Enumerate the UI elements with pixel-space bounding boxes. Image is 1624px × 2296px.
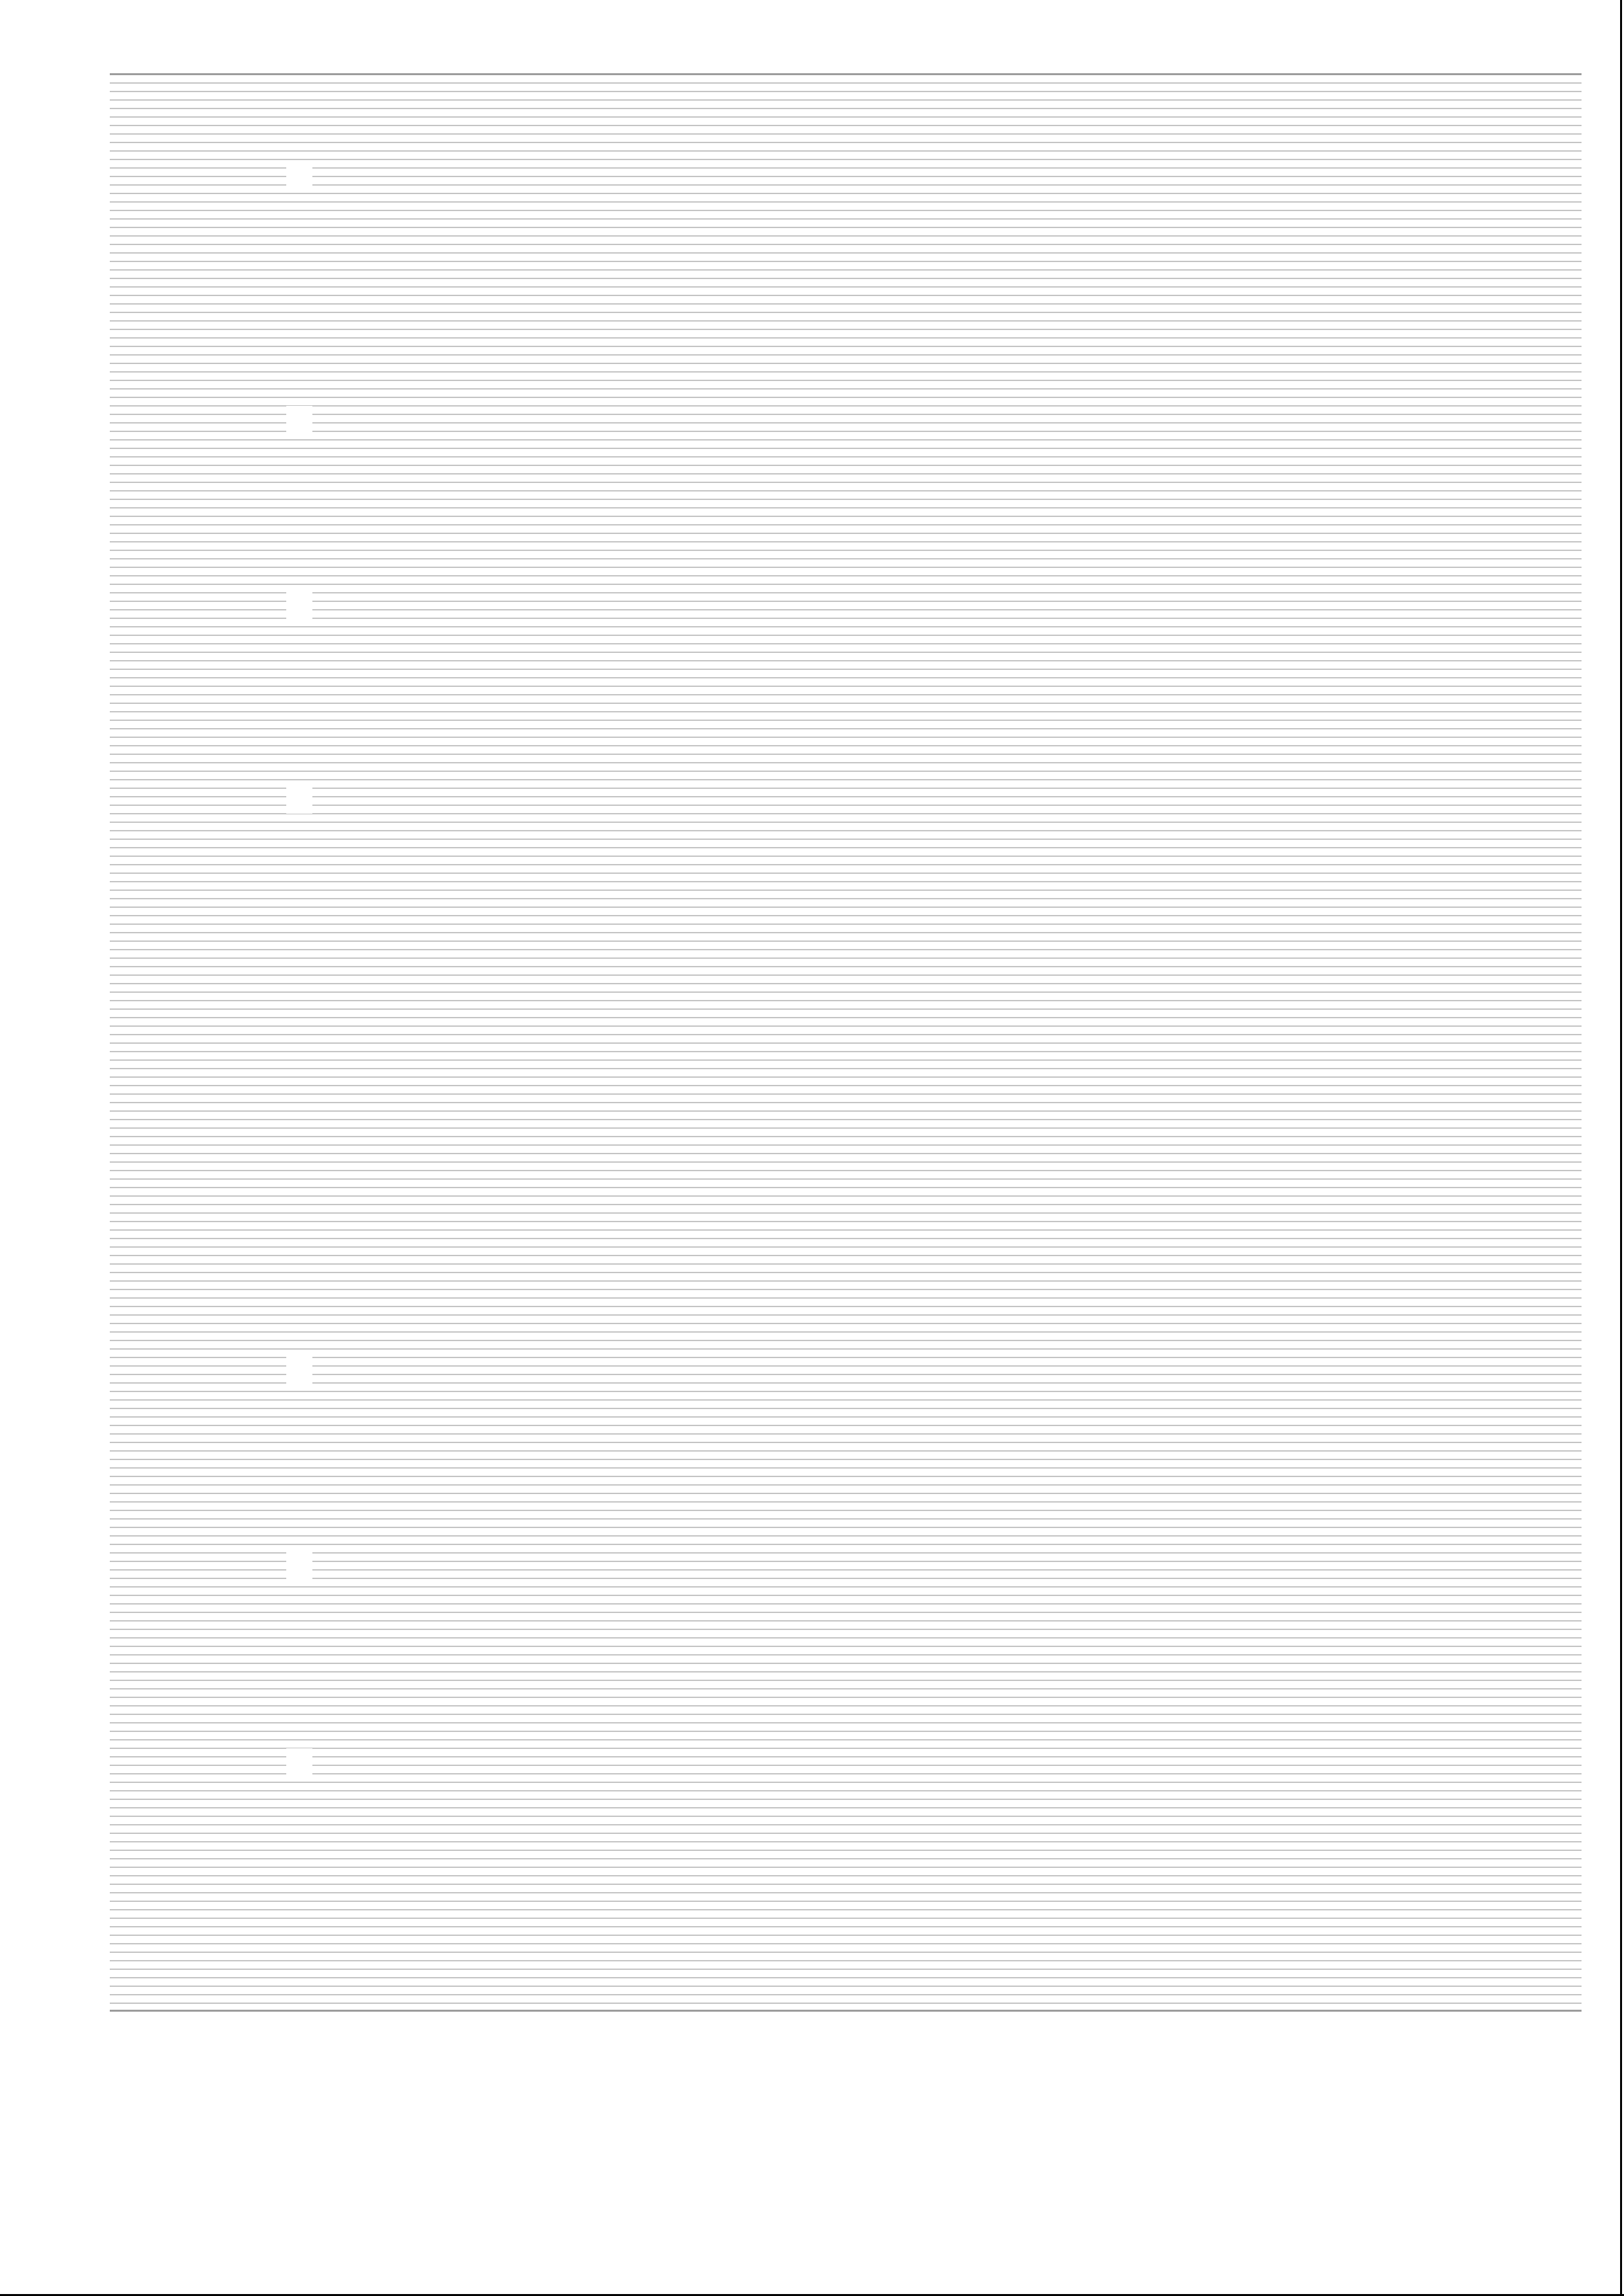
list-item-4 [286,781,312,814]
list-item-1 [286,160,312,193]
list-item-2 [286,406,312,439]
page-right-border [1620,0,1624,2296]
list-item-5 [286,1353,312,1386]
list-item-3 [286,588,312,620]
list-item-7 [286,1748,312,1781]
ruled-document-area [110,73,1582,2012]
list-item-6 [286,1552,312,1585]
